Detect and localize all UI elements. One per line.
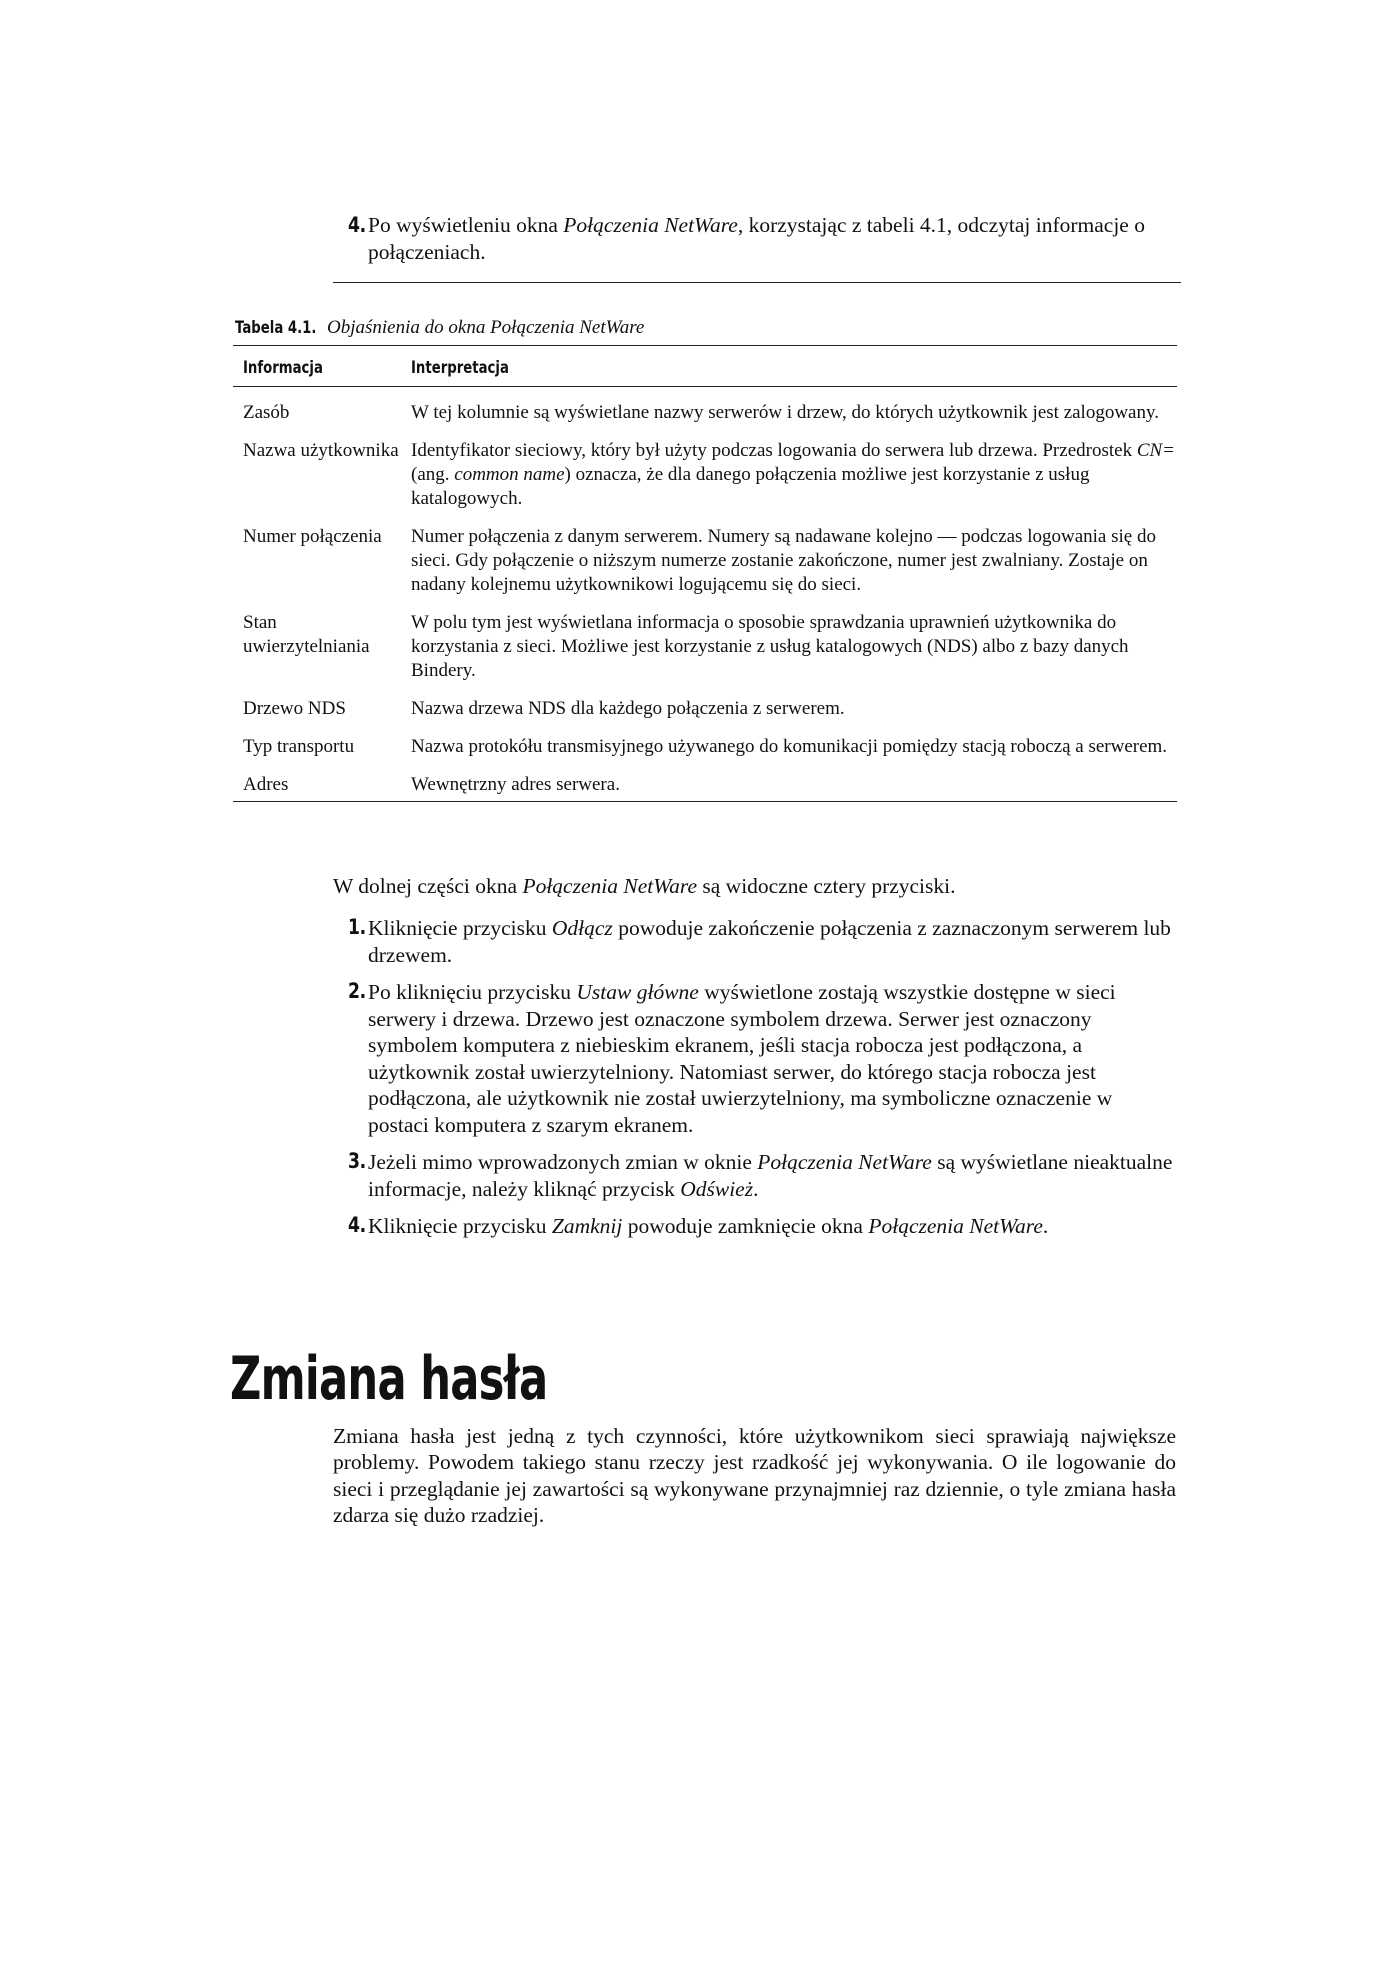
table-cell-desc: Numer połączenia z danym serwerem. Numery są nadawane kolejno — podczas logowania się do sieci. Gdy połączenie o niższym numerze zostanie zakończone, numer jest zwalniany. Zostaje on nadany kolejnemu użytkownikowi logującemu się do sieci. xyxy=(411,526,1156,595)
list-item: 1. Kliknięcie przycisku Odłącz powoduje zakończenie połączenia z zaznaczonym serwerem lub drzewem. xyxy=(348,915,1171,967)
step-text-part: Po wyświetleniu okna xyxy=(368,213,564,237)
table-cell-name: Typ transportu xyxy=(243,736,355,757)
table-cell-desc: W tej kolumnie są wyświetlane nazwy serwerów i drzew, do których użytkownik jest zalogowany. xyxy=(411,402,1160,423)
button-list xyxy=(348,915,1178,1251)
intro-paragraph: W dolnej części okna Połączenia NetWare są widoczne cztery przyciski. xyxy=(333,874,956,898)
table-row xyxy=(233,387,1177,440)
table-header-row xyxy=(233,346,1177,387)
table-cell-name: Numer połączenia xyxy=(243,526,382,547)
list-item: 2. Po kliknięciu przycisku Ustaw główne wyświetlone zostają wszystkie dostępne w sieci serwery i drzewa. Drzewo jest oznaczone symbolem drzewa. Serwer jest oznaczony symbolem komputera z niebieskim ekranem, jeśli stacja robocza jest podłączona, a użytkownik został uwierzytelniony. Natomiast serwer, do którego stacja robocza jest podłączona, ale użytkownik nie został uwierzytelniony, ma symboliczne oznaczenie w postaci komputera z szarym ekranem. xyxy=(348,979,1116,1137)
step-text-part: , korzystając z tabeli 4.1, odczytaj informacje o połączeniach. xyxy=(368,213,1145,264)
list-number: 3. xyxy=(348,1149,366,1174)
section-paragraph: Zmiana hasła jest jedną z tych czynności, które użytkownikom sieci sprawiają największe problemy. Powodem takiego stanu rzeczy jest rzadkość jej wykonywania. O ile logowanie do sieci i przeglądanie jej zawartości są wykonywane przynajmniej raz dziennie, o tyle zmiana hasła zdarza się dużo rzadziej. xyxy=(333,1423,1176,1527)
table-row xyxy=(233,611,1177,697)
table-cell-name: Drzewo NDS xyxy=(243,698,346,719)
table-cell-name: Zasób xyxy=(243,402,290,423)
table-cell-desc: Nazwa drzewa NDS dla każdego połączenia z serwerem. xyxy=(411,698,845,719)
table-cell-name: Nazwa użytkownika xyxy=(243,440,399,461)
section-title: Zmiana hasła xyxy=(230,1344,548,1415)
step-number: 4. xyxy=(348,213,366,238)
table-row xyxy=(233,525,1177,611)
table-cell-name: Adres xyxy=(233,773,401,802)
list-number: 1. xyxy=(348,915,366,940)
list-number: 2. xyxy=(348,979,366,1004)
table-cell-desc: Nazwa protokółu transmisyjnego używanego do komunikacji pomiędzy stacją roboczą a serwerem. xyxy=(411,736,1168,757)
table-header-cell: Interpretacja xyxy=(401,346,1177,387)
table-caption-label: Tabela 4.1. xyxy=(235,318,317,338)
step-text xyxy=(368,212,1178,266)
table-cell-name: Stan uwierzytelniania xyxy=(243,612,370,657)
table-row xyxy=(233,773,1177,802)
table-row xyxy=(233,735,1177,773)
table-cell-desc: Identyfikator sieciowy, który był użyty podczas logowania do serwera lub drzewa. Przedrostek CN= (ang. common name) oznacza, że dla danego połączenia możliwe jest korzystanie z usług katalogowych. xyxy=(411,440,1175,509)
table-caption-title: Objaśnienia do okna Połączenia NetWare xyxy=(327,317,645,338)
list-item: 4. Kliknięcie przycisku Zamknij powoduje zamknięcie okna Połączenia NetWare. xyxy=(348,1213,1049,1238)
info-table xyxy=(233,345,1177,802)
table-caption xyxy=(235,316,644,340)
table-cell-desc: Wewnętrzny adres serwera. xyxy=(401,773,1177,802)
window-name: Połączenia NetWare xyxy=(563,213,738,237)
list-number: 4. xyxy=(348,1213,366,1238)
table-header-cell: Informacja xyxy=(233,346,401,387)
divider xyxy=(333,282,1181,283)
table-row xyxy=(233,439,1177,525)
list-item: 3. Jeżeli mimo wprowadzonych zmian w oknie Połączenia NetWare są wyświetlane nieaktualne informacje, należy kliknąć przycisk Odśwież. xyxy=(348,1149,1173,1201)
step-item xyxy=(348,212,1178,266)
table-cell-desc: W polu tym jest wyświetlana informacja o sposobie sprawdzania uprawnień użytkownika do korzystania z sieci. Możliwe jest korzystanie z usług katalogowych (NDS) albo z bazy danych Bindery. xyxy=(411,612,1129,681)
table-row xyxy=(233,697,1177,735)
